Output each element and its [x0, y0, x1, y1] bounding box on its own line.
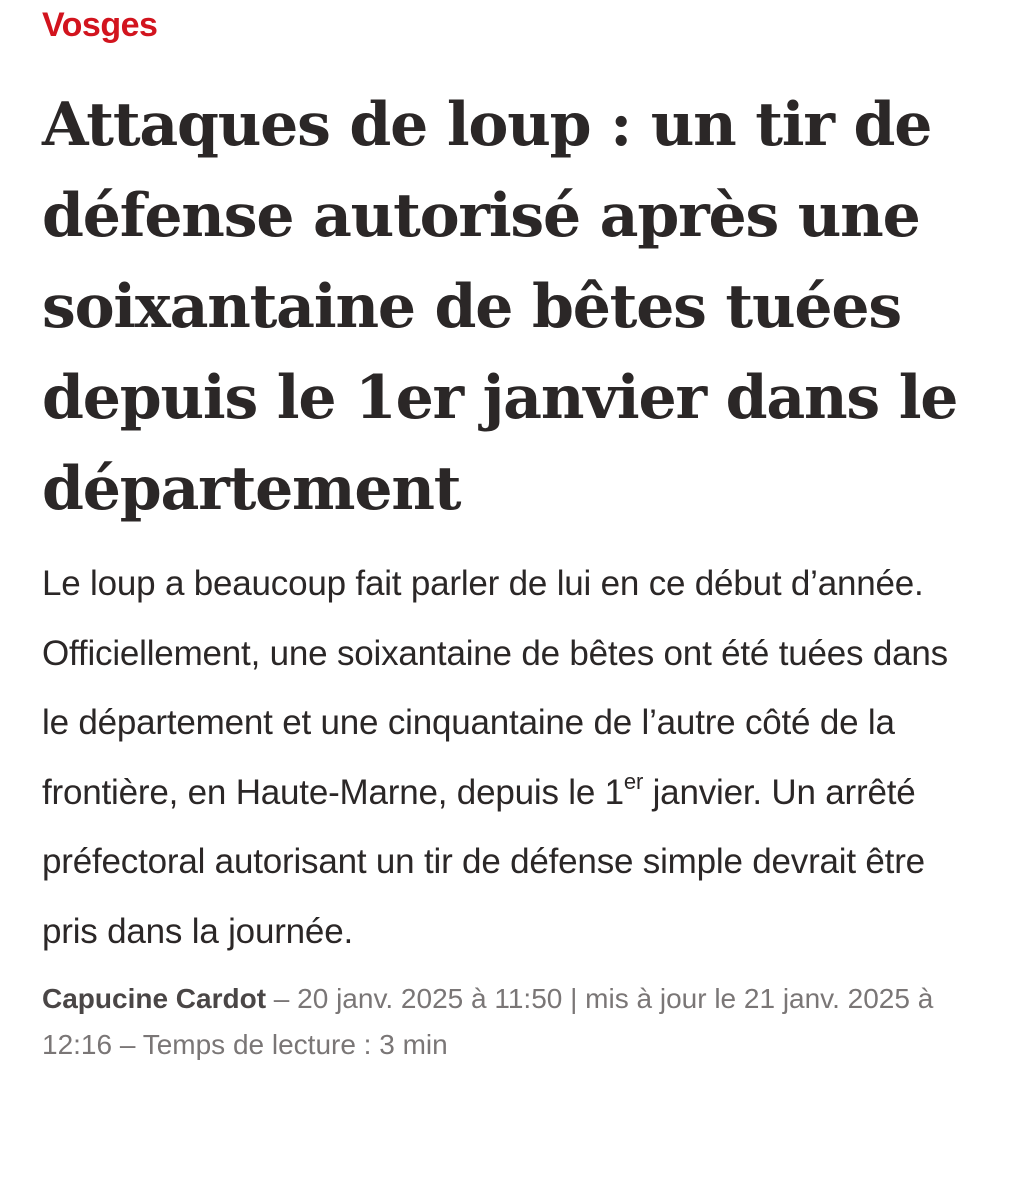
article — [42, 0, 982, 1068]
category-link[interactable]: Vosges — [42, 6, 158, 44]
lede-text-start: Le loup a beaucoup fait parler de lui en ce début d’année. Officiellement, une soixantaine de bêtes ont été tuées dans le département et une cinquantaine de l’autre côté de la frontière, en Haute-Marne, depuis le 1 — [42, 564, 948, 812]
article-lede — [42, 549, 967, 966]
article-headline: Attaques de loup : un tir de défense autorisé après une soixantaine de bêtes tuées depuis le 1er janvier dans le département — [42, 90, 958, 524]
article-meta — [42, 976, 967, 1068]
lede-superscript: er — [623, 768, 644, 794]
author-link[interactable]: Capucine Cardot — [42, 983, 267, 1014]
publish-info: – 20 janv. 2025 à 11:50 | mis à jour le 21 janv. 2025 à 12:16 – Temps de lecture : 3 min — [42, 983, 934, 1060]
lede-text-end: janvier. Un arrêté préfectoral autorisant un tir de défense simple devrait être pris dans la journée. — [42, 772, 925, 951]
